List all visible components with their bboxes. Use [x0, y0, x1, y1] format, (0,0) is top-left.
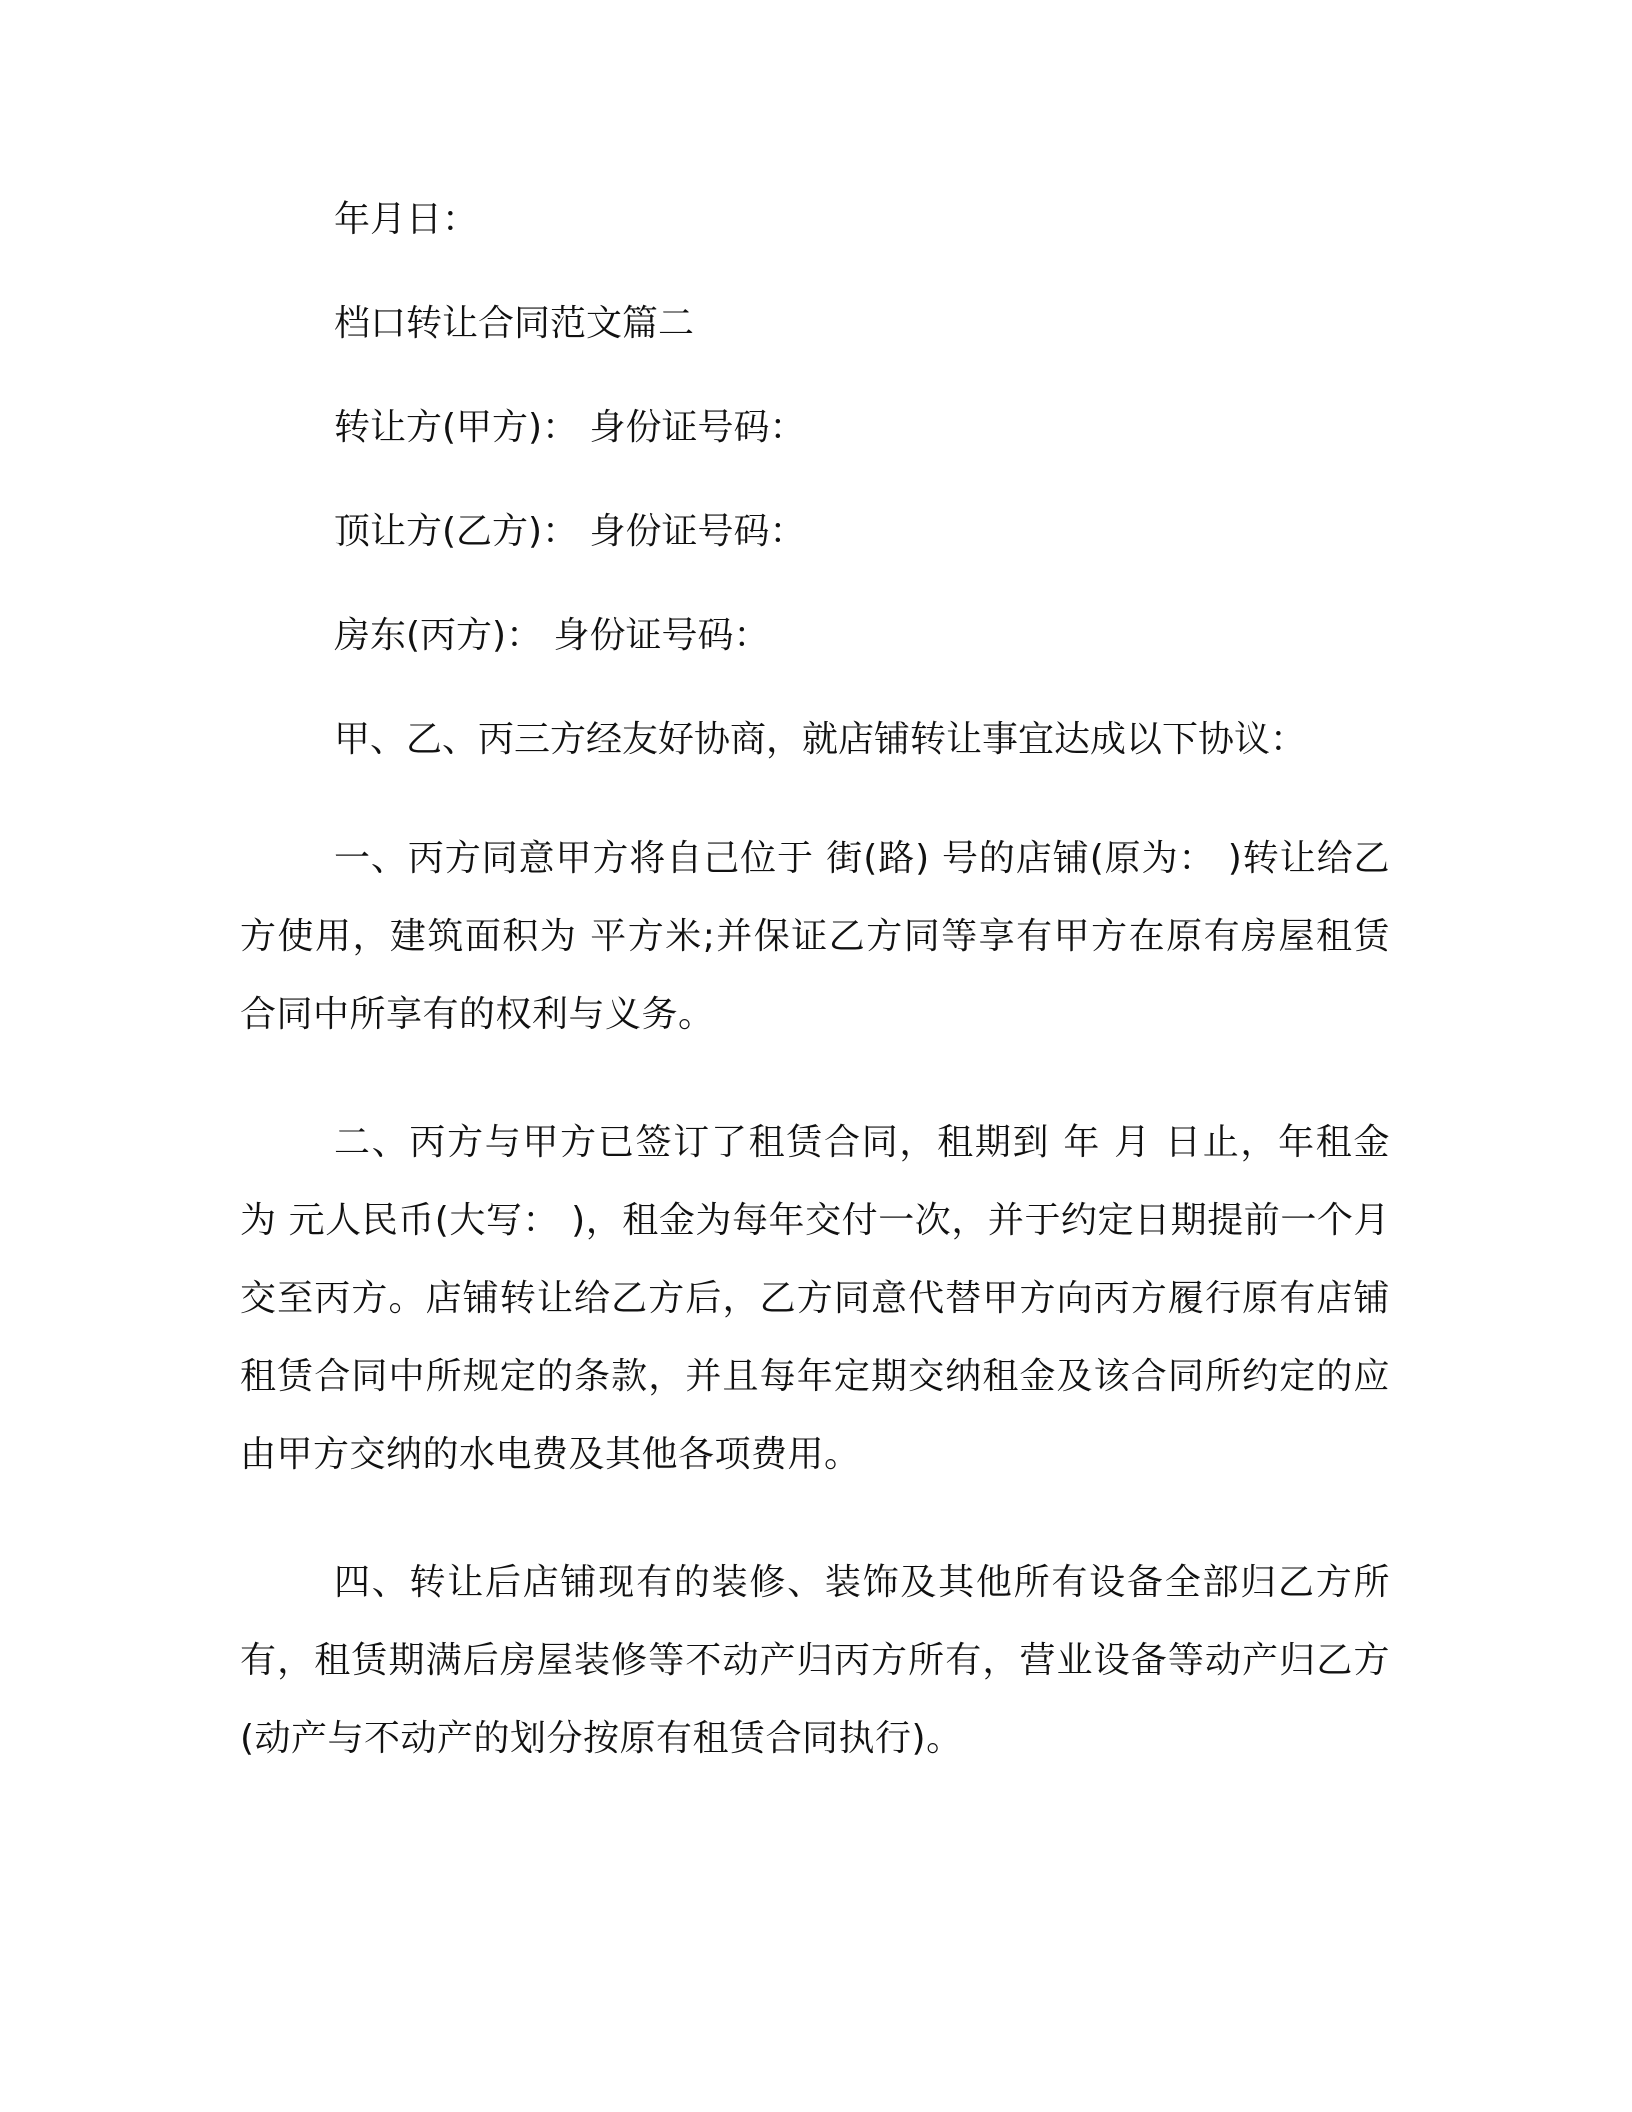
date-line: 年月日：: [334, 199, 479, 240]
party-b-line: 顶让方(乙方)： 身份证号码：: [334, 511, 806, 552]
intro-paragraph: 甲、乙、丙三方经友好协商，就店铺转让事宜达成以下协议：: [334, 719, 1307, 760]
clause-1-paragraph: 一、丙方同意甲方将自己位于 街(路) 号的店铺(原为： )转让给乙方使用，建筑面积为 平方米;并保证乙方同等享有甲方在原有房屋租赁合同中所享有的权利与义务。: [240, 838, 1390, 1035]
document-body: [240, 196, 1390, 1828]
clause-4-paragraph: 四、转让后店铺现有的装修、装饰及其他所有设备全部归乙方所有，租赁期满后房屋装修等不动产归丙方所有，营业设备等动产归乙方(动产与不动产的划分按原有租赁合同执行)。: [240, 1562, 1390, 1759]
party-c-line: 房东(丙方)： 身份证号码：: [334, 615, 770, 656]
section-title: 档口转让合同范文篇二: [334, 303, 695, 344]
clause-2-paragraph: 二、丙方与甲方已签订了租赁合同，租期到 年 月 日止，年租金为 元人民币(大写： )，租金为每年交付一次，并于约定日期提前一个月交至丙方。店铺转让给乙方后，乙方同意代替甲方向丙方履行原有店铺租赁合同中所规定的条款，并且每年定期交纳租金及该合同所约定的应由甲方交纳的水电费及其他各项费用。: [240, 1122, 1390, 1475]
party-a-line: 转让方(甲方)： 身份证号码：: [334, 407, 806, 448]
